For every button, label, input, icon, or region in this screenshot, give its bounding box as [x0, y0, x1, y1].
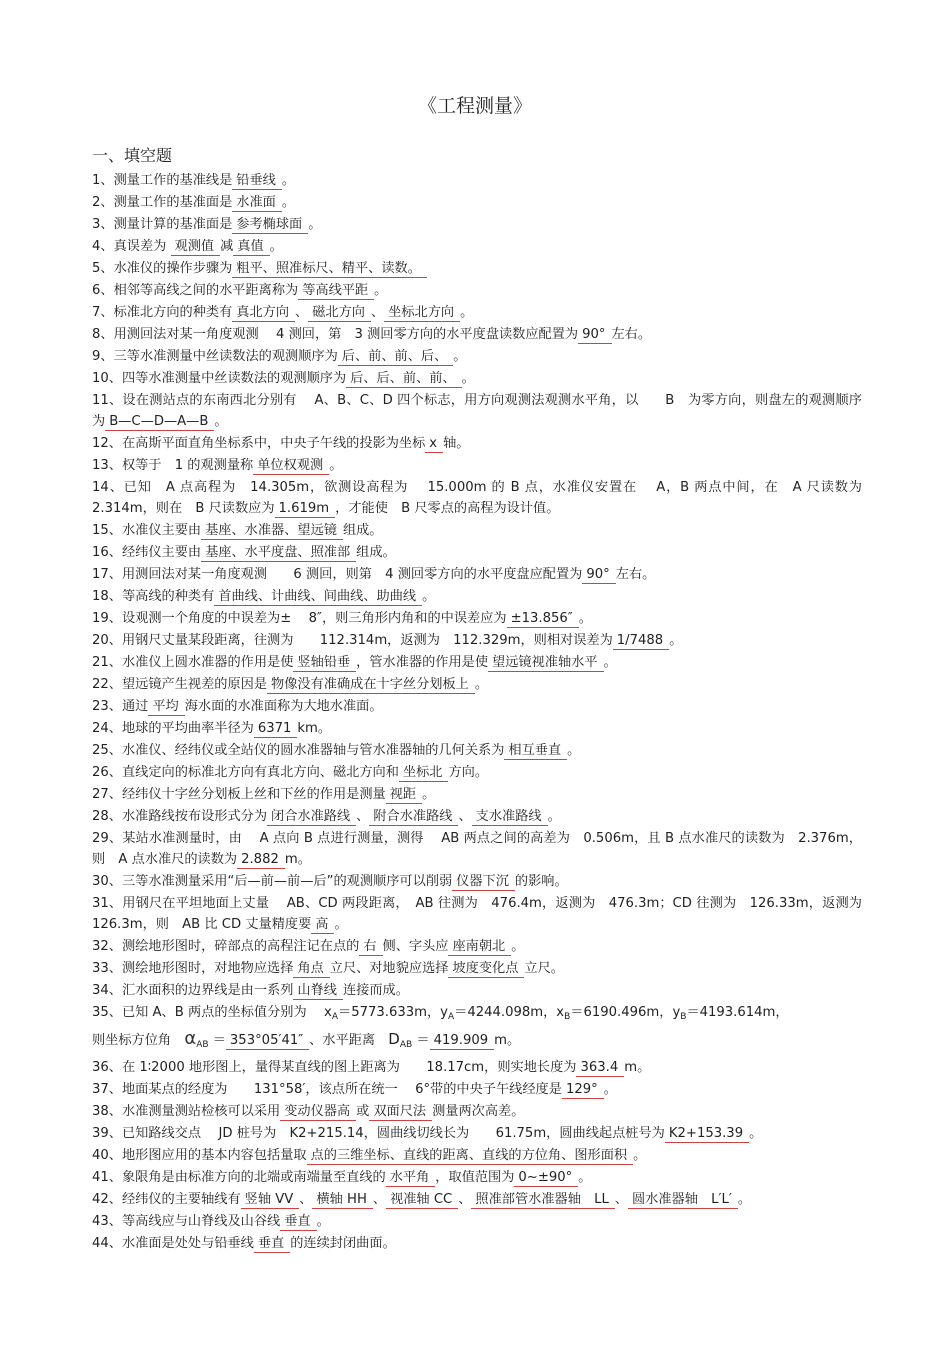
question-8: 8、用测回法对某一角度观测 4 测回，第 3 测回零方向的水平度盘读数应配置为 90° 左右。: [92, 327, 652, 342]
question-40: 40、地形图应用的基本内容包括量取 点的三维坐标、直线的距离、直线的方位角、图形面积 。: [92, 1148, 647, 1163]
question-43: 43、等高线应与山脊线及山谷线 垂直 。: [92, 1214, 330, 1229]
answer-blank: 照准部管水准器轴 LL: [471, 1191, 614, 1209]
answer-blank: 高: [311, 916, 334, 934]
question-30: 30、三等水准测量采用“后—前—前—后”的观测顺序可以削弱 仪器下沉 的影响。: [92, 874, 568, 889]
alpha-symbol: α: [184, 1028, 197, 1049]
question-4: 4、真误差为 观测值 减 真值 。: [92, 239, 283, 254]
answer-blank: 横轴 HH: [312, 1191, 372, 1209]
answer-blank: 1/7488: [613, 632, 669, 650]
question-16: 16、经纬仪主要由 基座、水平度盘、照准部 组成。: [92, 545, 396, 560]
question-19: 19、设观测一个角度的中误差为± 8″，则三角形内角和的中误差应为 ±13.856″ 。: [92, 611, 592, 626]
section-heading: 一、填空题: [92, 146, 173, 165]
question-38: 38、水准测量测站检核可以采用 变动仪器高 或 双面尺法 测量两次高差。: [92, 1104, 525, 1119]
answer-blank: 垂直: [254, 1235, 290, 1253]
answer-blank: 6371: [254, 720, 298, 738]
question-18: 18、等高线的种类有 首曲线、计曲线、间曲线、助曲线 。: [92, 589, 436, 604]
answer-blank: 等高线平距: [298, 282, 374, 300]
answer-blank: 支水准路线: [472, 808, 548, 826]
question-10: 10、四等水准测量中丝读数法的观测顺序为 后、后、前、前、 。: [92, 371, 475, 386]
answer-blank: 磁北方向: [308, 304, 371, 322]
answer-blank: 真北方向: [232, 304, 295, 322]
answer-blank: 419.909: [430, 1032, 495, 1050]
answer-blank: 观测值: [171, 238, 221, 256]
answer-blank: 平均: [148, 698, 184, 716]
answer-blank: 视准轴 CC: [386, 1191, 458, 1209]
question-39: 39、已知路线交点 JD 桩号为 K2+215.14，圆曲线切线长为 61.75m，圆曲线起点桩号为 K2+153.39 。: [92, 1126, 763, 1141]
question-9: 9、三等水准测量中丝读数法的观测顺序为 后、前、前、后、 。: [92, 349, 467, 364]
question-14: 14、已知 A 点高程为 14.305m，欲测设高程为 15.000m 的 B 点，水准仪安置在 A，B 两点中间，在 A 尺读数为 2.314m，则在 B 尺读数应为 1.619m ，才能使 B 尺零点的高程为设计值。: [92, 480, 876, 516]
answer-blank: 圆水准器轴 L′L′: [628, 1191, 738, 1209]
answer-blank: 坐标北: [399, 764, 449, 782]
answer-blank: 仪器下沉: [452, 873, 515, 891]
answer-blank: 山脊线: [293, 982, 343, 1000]
answer-blank: 水平角: [386, 1169, 436, 1187]
question-6: 6、相邻等高线之间的水平距离称为 等高线平距 。: [92, 283, 388, 298]
question-13: 13、权等于 1 的观测量称 单位权观测 。: [92, 458, 343, 473]
answer-blank: 1.619m: [275, 500, 336, 518]
question-23: 23、通过 平均 海水面的水准面称为大地水准面。: [92, 699, 383, 714]
answer-blank: 参考椭球面: [232, 216, 308, 234]
answer-blank: 竖轴 VV: [241, 1191, 300, 1209]
answer-blank: ±13.856″: [507, 610, 579, 628]
answer-blank: 变动仪器高: [280, 1103, 356, 1121]
answer-blank: 0~±90°: [514, 1169, 578, 1187]
question-12: 12、在高斯平面直角坐标系中，中央子午线的投影为坐标 x 轴。: [92, 436, 470, 451]
question-36: 36、在 1∶2000 地形图上，量得某直线的图上距离为 18.17cm，则实地长度为 363.4 m。: [92, 1060, 651, 1075]
question-44: 44、水准面是处处与铅垂线 垂直 的连续封闭曲面。: [92, 1236, 396, 1251]
question-34: 34、汇水面积的边界线是由一系列 山脊线 连接而成。: [92, 983, 409, 998]
question-7: 7、标准北方向的种类有 真北方向 、 磁北方向 、 坐标北方向 。: [92, 305, 474, 320]
answer-blank: 129°: [562, 1081, 604, 1099]
answer-blank: 竖轴铅垂: [293, 654, 356, 672]
answer-blank: 坐标北方向: [384, 304, 460, 322]
question-32: 32、测绘地形图时，碎部点的高程注记在点的 右 侧、字头应 座南朝北 。: [92, 939, 525, 954]
answer-blank: 真值: [233, 238, 269, 256]
question-3: 3、测量计算的基准面是 参考椭球面 。: [92, 217, 322, 232]
answer-blank: 物像没有准确成在十字丝分划板上: [267, 676, 475, 694]
question-24: 24、地球的平均曲率半径为 6371 km。: [92, 721, 332, 736]
answer-blank: 垂直: [280, 1213, 316, 1231]
question-2: 2、测量工作的基准面是 水准面 。: [92, 195, 296, 210]
answer-blank: 视距: [386, 786, 422, 804]
answer-blank: 望远镜视准轴水平: [488, 654, 604, 672]
answer-blank: 双面尺法: [369, 1103, 432, 1121]
answer-blank: 右: [359, 938, 382, 956]
answer-blank: K2+153.39: [665, 1125, 749, 1143]
document-title: 《工程测量》: [417, 95, 532, 117]
question-33: 33、测绘地形图时，对地物应选择 角点 立尺、对地貌应选择 坡度变化点 立尺。: [92, 961, 564, 976]
question-21: 21、水准仪上圆水准器的作用是使 竖轴铅垂 ，管水准器的作用是使 望远镜视准轴水平 。: [92, 655, 617, 670]
answer-blank: 90°: [578, 326, 611, 344]
answer-blank: 角点: [293, 960, 329, 978]
question-20: 20、用钢尺丈量某段距离，往测为 112.314m，返测为 112.329m，则相对误差为 1/7488 。: [92, 633, 683, 648]
answer-blank: 粗平、照准标尺、精平、读数。: [232, 260, 427, 278]
answer-blank: 首曲线、计曲线、间曲线、助曲线: [214, 588, 422, 606]
question-28: 28、水准路线按布设形式分为 闭合水准路线 、 附合水准路线 、 支水准路线 。: [92, 809, 561, 824]
answer-blank: 座南朝北: [448, 938, 511, 956]
question-29: 29、某站水准测量时，由 A 点向 B 点进行测量，测得 AB 两点之间的高差为 0.506m，且 B 点水准尺的读数为 2.376m，则 A 点水准尺的读数为 2.882 m。: [92, 831, 862, 867]
question-1: 1、测量工作的基准线是 铅垂线 。: [92, 173, 296, 188]
answer-blank: x: [425, 435, 443, 453]
answer-blank: 基座、水准器、望远镜: [201, 522, 343, 540]
answer-blank: 后、后、前、前、: [346, 370, 462, 388]
answer-blank: 附合水准路线: [369, 808, 458, 826]
answer-blank: 坡度变化点: [448, 960, 524, 978]
question-26: 26、直线定向的标准北方向有真北方向、磁北方向和 坐标北 方向。: [92, 765, 489, 780]
question-17: 17、用测回法对某一角度观测 6 测回，则第 4 测回零方向的水平度盘应配置为 90° 左右。: [92, 567, 656, 582]
answer-blank: 点的三维坐标、直线的距离、直线的方位角、图形面积: [307, 1147, 634, 1165]
question-list: [92, 170, 876, 1255]
answer-blank: 闭合水准路线: [267, 808, 356, 826]
question-25: 25、水准仪、经纬仪或全站仪的圆水准器轴与管水准器轴的几何关系为 相互垂直 。: [92, 743, 581, 758]
answer-blank: 相互垂直: [504, 742, 567, 760]
answer-blank: 363.4: [576, 1059, 624, 1077]
answer-blank: 铅垂线: [232, 172, 282, 190]
answer-blank: 90°: [582, 566, 615, 584]
question-35: 35、已知 A、B 两点的坐标值分别为 $x_A=5773.633m$，$y_A=4244.098m$，$x_B=6190.496m$，$y_B=4193.614m$， 则坐标方位角 $\alpha_{AB} = 353^\circ 05'41''$ 、水平距离 $D_{AB} = 419.909$ m。: [92, 1005, 789, 1050]
question-11: 11、设在测站点的东南西北分别有 A、B、C、D 四个标志，用方向观测法观测水平角，以 B 为零方向，则盘左的观测顺序为 B—C—D—A—B 。: [92, 393, 862, 429]
question-5: 5、水准仪的操作步骤为 粗平、照准标尺、精平、读数。: [92, 258, 862, 280]
answer-blank: 后、前、前、后、: [338, 348, 454, 366]
question-27: 27、经纬仪十字丝分划板上丝和下丝的作用是测量 视距 。: [92, 787, 436, 802]
answer-blank: 353°05′41″: [226, 1032, 309, 1050]
question-31: 31、用钢尺在平坦地面上丈量 AB、CD 两段距离， AB 往测为 476.4m，返测为 476.3m；CD 往测为 126.33m，返测为 126.3m，则 AB 比 CD 丈量精度要 高 。: [92, 896, 876, 932]
question-15: 15、水准仪主要由 基座、水准器、望远镜 组成。: [92, 523, 383, 538]
answer-blank: 单位权观测: [253, 457, 329, 475]
question-41: 41、象限角是由标准方向的北端或南端量至直线的 水平角 ，取值范围为 0~±90° 。: [92, 1170, 592, 1185]
question-22: 22、望远镜产生视差的原因是 物像没有准确成在十字丝分划板上 。: [92, 677, 489, 692]
answer-blank: 2.882: [237, 851, 285, 869]
answer-blank: 基座、水平度盘、照准部: [201, 544, 356, 562]
answer-blank: 水准面: [232, 194, 282, 212]
question-37: 37、地面某点的经度为 131°58′，该点所在统一 6°带的中央子午线经度是 129° 。: [92, 1082, 617, 1097]
answer-blank: B—C—D—A—B: [105, 413, 214, 431]
question-42: 42、经纬仪的主要轴线有 竖轴 VV 、 横轴 HH 、 视准轴 CC 、 照准部管水准器轴 LL 、 圆水准器轴 L′L′ 。: [92, 1192, 751, 1207]
